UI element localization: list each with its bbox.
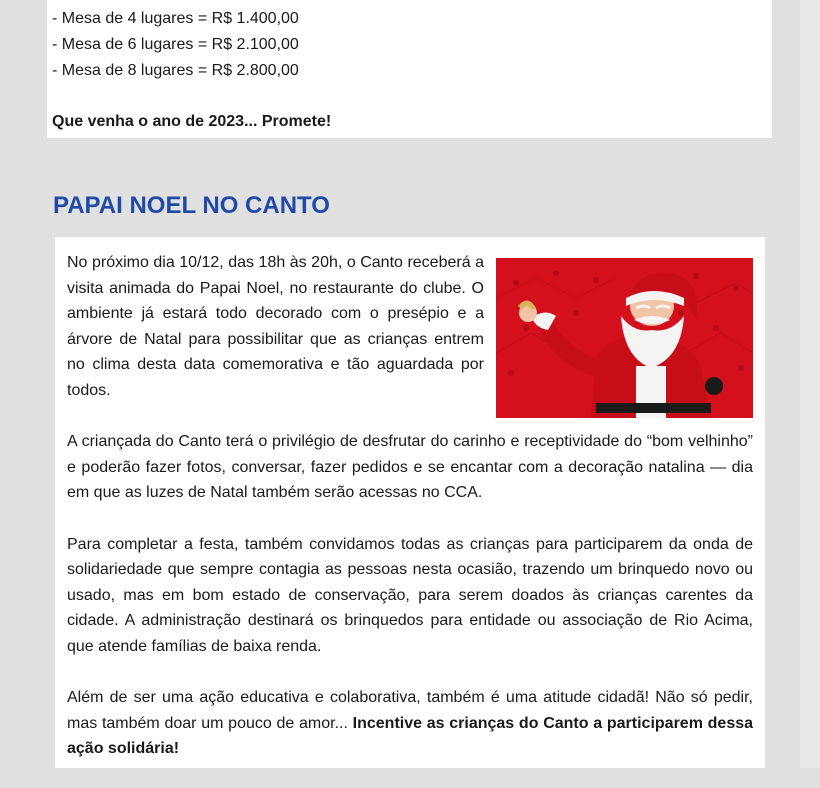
article-paragraph-4-text: Além de ser uma ação educativa e colaborativa, também é uma atitude cidadã! Não só pedir, mas também doar um pouco de amor... <box>67 689 753 732</box>
article-paragraph-2: A criançada do Canto terá o privilégio de desfrutar do carinho e receptividade do “bom velhinho” e poderão fazer fotos, conversar, fazer pedidos e se encantar com a decoração natalina — dia em que as luzes de Natal também serão acessas no CCA. <box>67 433 753 501</box>
article-paragraph-1-text: No próximo dia 10/12, das 18h às 20h, o Canto receberá a visita animada do Papai Noel, no restaurante do clube. O ambiente já estará todo decorado com o presépio e a árvore de Natal para possibilitar que as crianças entrem no clima desta data comemorativa e tão aguardada por todos. <box>67 254 484 399</box>
price-line-6-seats: - Mesa de 6 lugares = R$ 2.100,00 <box>52 36 299 53</box>
article-card <box>55 237 765 768</box>
section-title: PAPAI NOEL NO CANTO <box>53 192 330 219</box>
article-paragraph-4 <box>67 685 753 762</box>
santa-claus-photo <box>496 258 753 418</box>
article-paragraph-3: Para completar a festa, também convidamos todas as crianças para participarem da onda de solidariedade que sempre contagia as pessoas nesta ocasião, trazendo um brinquedo novo ou usado, mas em bom estado de conservação, para serem doados às crianças carentes da cidade. A administração destinará os brinquedos para entidade ou associação de Rio Acima, que atende famílias de baixa renda. <box>67 535 753 655</box>
price-card <box>47 0 772 138</box>
article-call-to-action: Incentive as crianças do Canto a participarem dessa ação solidária! <box>67 714 754 757</box>
article-body <box>67 250 753 788</box>
price-line-8-seats: - Mesa de 8 lugares = R$ 2.800,00 <box>52 62 299 79</box>
closing-line: Que venha o ano de 2023... Promete! <box>52 113 332 130</box>
page-edge <box>800 0 820 768</box>
price-line-4-seats: - Mesa de 4 lugares = R$ 1.400,00 <box>52 10 299 27</box>
article-paragraph-1 <box>67 250 753 403</box>
